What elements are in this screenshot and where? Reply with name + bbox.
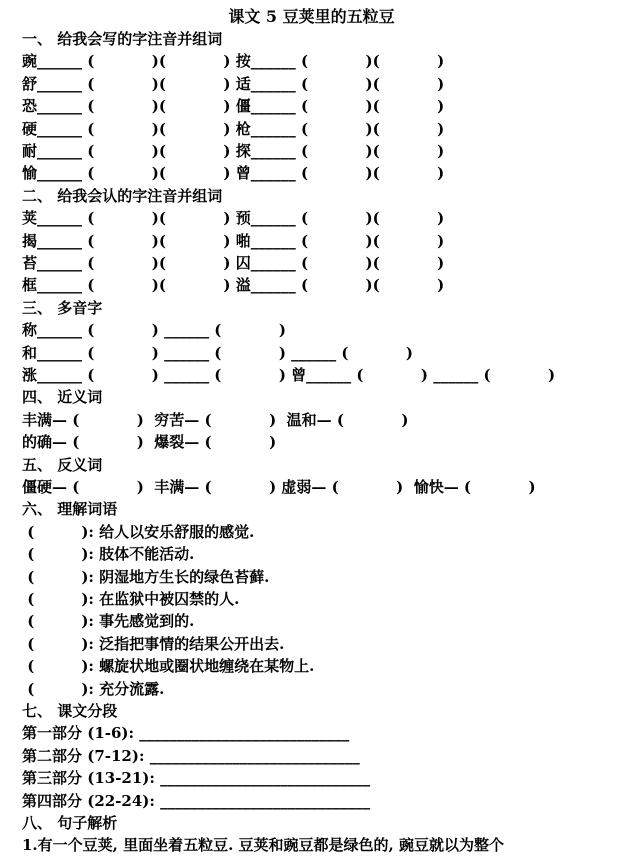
worksheet-line: ( ): 阴湿地方生长的绿色苔藓. — [22, 567, 270, 586]
worksheet-line: 七、 课文分段 — [22, 702, 118, 720]
worksheet-line: 豌______ ( )( ) 按______ ( )( ) — [22, 52, 445, 71]
worksheet-line: 一、 给我会写的字注音并组词 — [22, 30, 223, 48]
worksheet-line: 涨______ ( ) ______ ( ) 曾______ ( ) ______ ( ) — [22, 366, 556, 384]
worksheet-line: 苔______ ( )( ) 囚______ ( )( ) — [22, 254, 445, 272]
worksheet-line: 硬______ ( )( ) 枪______ ( )( ) — [22, 119, 445, 138]
worksheet-line: 第一部分 (1-6): ____________________________ — [22, 724, 350, 743]
worksheet-line: 八、 句子解析 — [22, 814, 118, 832]
worksheet-line: 丰满— ( ) 穷苦— ( ) 温和— ( ) — [22, 410, 409, 429]
worksheet-line: 称______ ( ) ______ ( ) — [22, 321, 286, 340]
worksheet-line: 耐______ ( )( ) 探______ ( )( ) — [22, 142, 445, 160]
worksheet-line: 和______ ( ) ______ ( ) ______ ( ) — [22, 343, 414, 362]
worksheet-line: 四、 近义词 — [22, 388, 103, 407]
worksheet-line: 六、 理解词语 — [22, 500, 118, 519]
worksheet-line: 1.有一个豆荚, 里面坐着五粒豆. 豆荚和豌豆都是绿色的, 豌豆就以为整个 — [22, 836, 504, 855]
worksheet-line: 舒______ ( )( ) 适______ ( )( ) — [22, 74, 445, 93]
worksheet-line: 五、 反义词 — [22, 455, 103, 474]
worksheet-line: ( ): 泛指把事情的结果公开出去. — [22, 634, 285, 653]
worksheet-line: 三、 多音字 — [22, 298, 103, 317]
worksheet-title: 课文 5 豆荚里的五粒豆 — [228, 7, 395, 26]
worksheet-line: ( ): 充分流露. — [22, 679, 165, 698]
worksheet-line: 恐______ ( )( ) 僵______ ( )( ) — [22, 97, 445, 116]
worksheet-line: 愉______ ( )( ) 曾______ ( )( ) — [22, 164, 445, 183]
worksheet-line: ( ): 在监狱中被囚禁的人. — [22, 590, 240, 608]
worksheet-line: ( ): 螺旋状地或圈状地缠绕在某物上. — [22, 657, 315, 676]
worksheet-line: 第四部分 (22-24): ____________________________ — [22, 791, 371, 810]
worksheet-line: ( ): 给人以安乐舒服的感觉. — [22, 522, 255, 541]
worksheet-line: 僵硬— ( ) 丰满— ( ) 虚弱— ( ) 愉快— ( ) — [22, 478, 536, 496]
worksheet-line: ( ): 肢体不能活动. — [22, 545, 195, 564]
worksheet-line: 第三部分 (13-21): ____________________________ — [22, 769, 371, 788]
worksheet-line: 的确— ( ) 爆裂— ( ) — [22, 433, 277, 452]
worksheet-line: 框______ ( )( ) 溢______ ( )( ) — [22, 276, 445, 295]
worksheet-line: 揭______ ( )( ) 啪______ ( )( ) — [22, 231, 445, 250]
worksheet-line: ( ): 事先感觉到的. — [22, 612, 195, 631]
worksheet-line: 二、 给我会认的字注音并组词 — [22, 186, 223, 205]
worksheet-line: 第二部分 (7-12): ____________________________ — [22, 746, 360, 765]
worksheet-line: 荚______ ( )( ) 预______ ( )( ) — [22, 209, 445, 228]
